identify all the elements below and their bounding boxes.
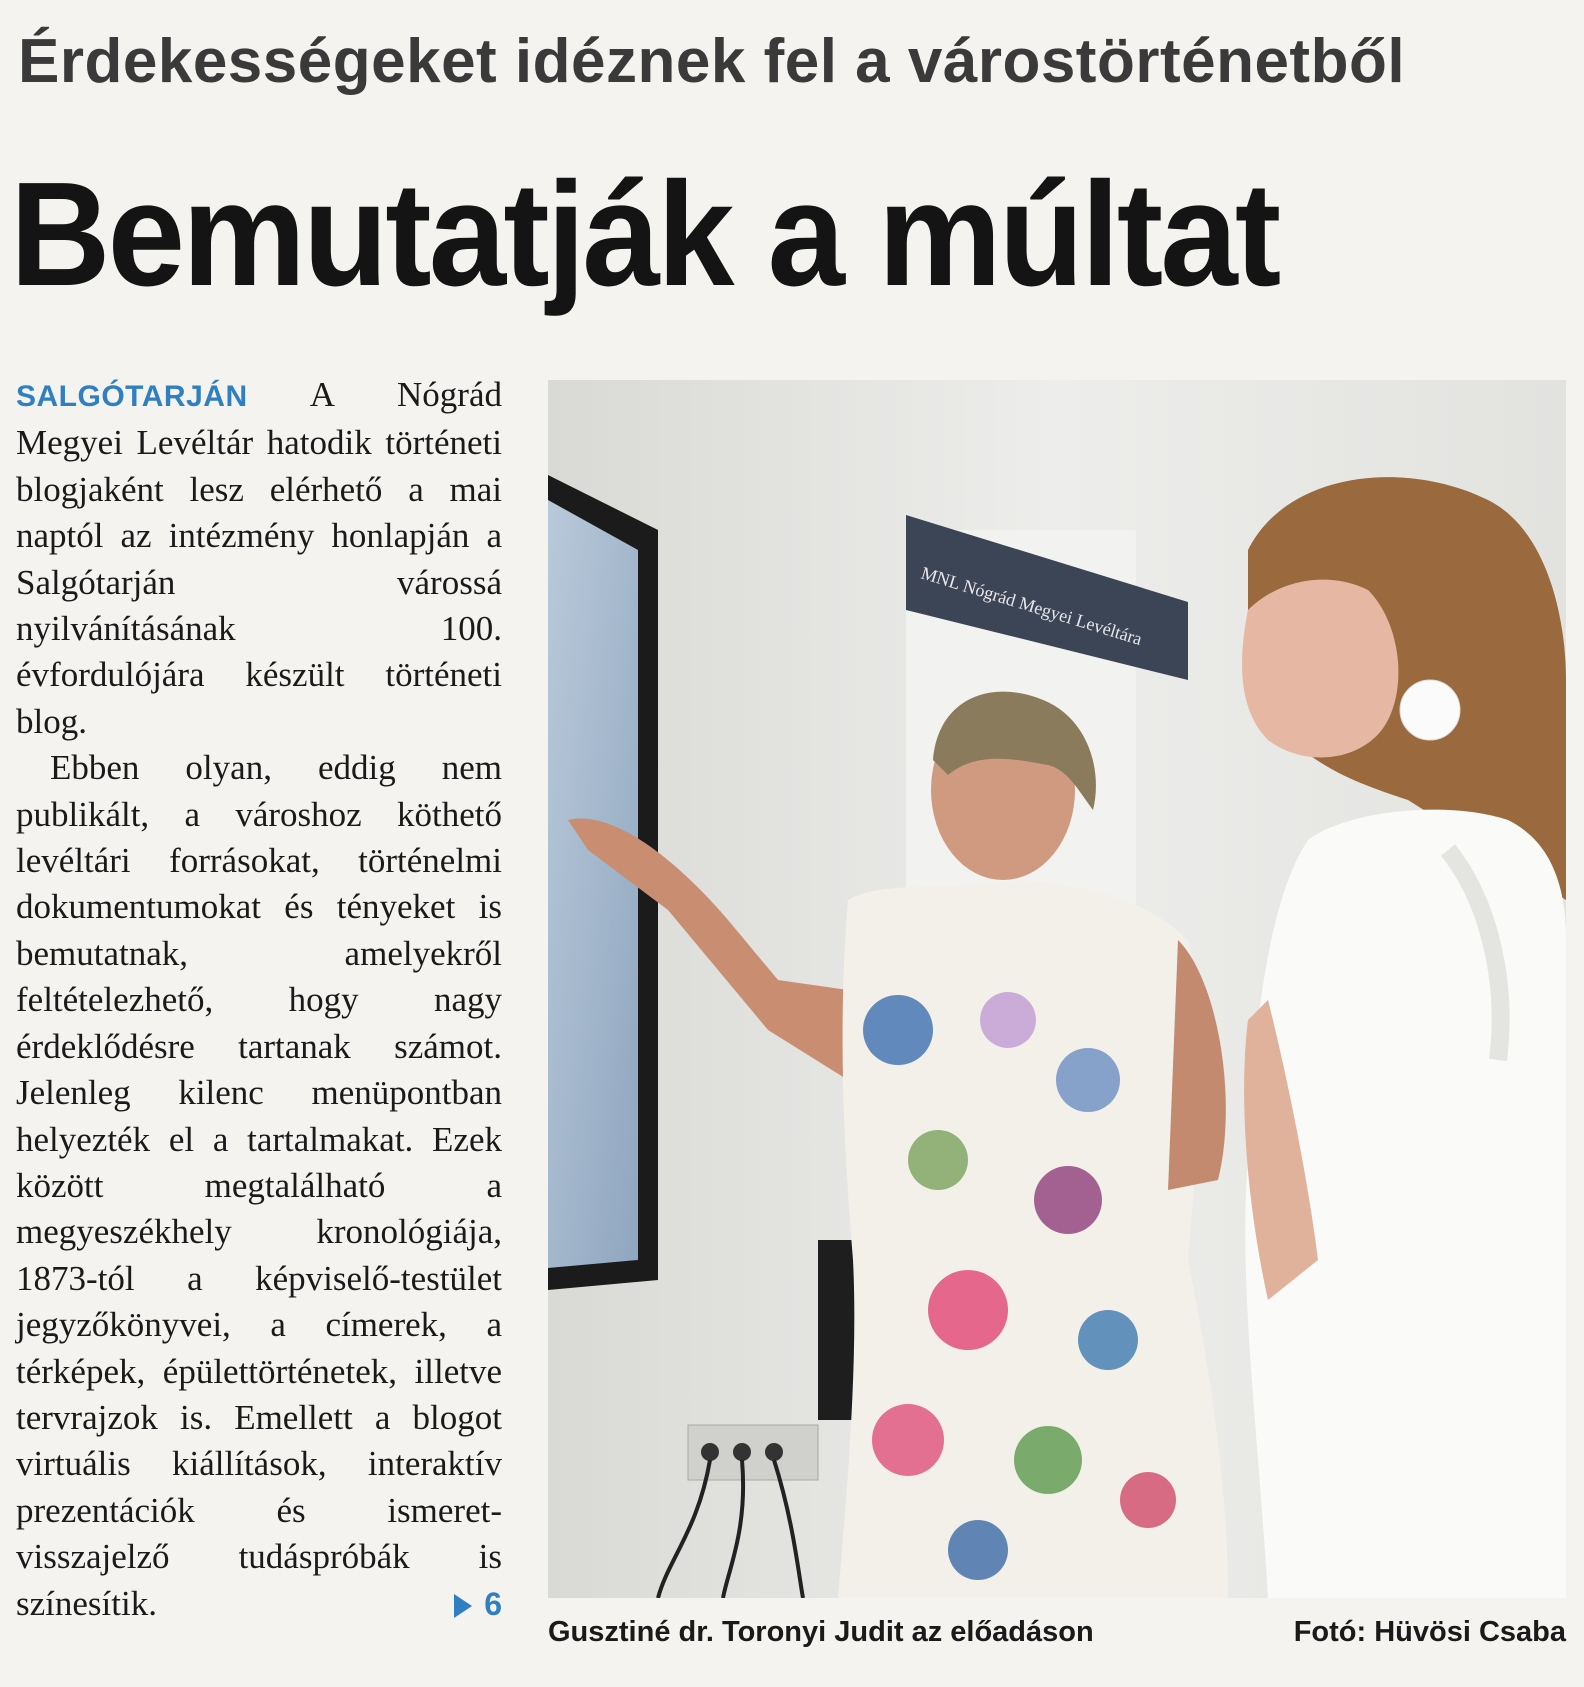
continue-arrow-icon [454,1594,472,1618]
article-paragraph-2 [16,745,502,1627]
photo-credit: Fotó: Hüvösi Csaba [1293,1616,1566,1648]
photo-caption-line [548,1612,1566,1652]
article-paragraph-1 [16,372,502,745]
wall-sign-text: MNL Nógrád Megyei Levéltára [918,562,1145,649]
dateline: SALGÓTARJÁN [16,380,248,413]
photo-caption: Gusztiné dr. Toronyi Judit az előadáson [548,1616,1094,1648]
paragraph-2-text: Ebben olyan, eddig nem publikált, a városhoz köthető levéltári forrásokat, történelmi dokumentumokat és tényeket is bemutatnak, amelyekről feltételezhető, hogy nagy érdeklődésre tartanak számot. Jelenleg kilenc menüpontban helyezték el a tartalmakat. Ezek között megtalálható a megyeszékhely kronológiája, 1873-tól a képviselő-testület jegyzőkönyvei, a címerek, a térképek, épülettörténetek, illetve tervrajzok is. Emellett a blogot virtuális kiállítások, interaktív prezentációk és ismeret-visszajelző tudáspróbák is színesítik. [16,748,502,1623]
continued-page-number: 6 [484,1585,502,1622]
article-photo [548,380,1566,1598]
paragraph-1-text: A Nógrád Megyei Levéltár hatodik történeti blogjaként lesz elérhető a mai naptól az intézmény honlapján a Salgótarján várossá nyilvánításának 100. évfordulójára készült történeti blog. [16,375,502,741]
continued-marker [420,1581,502,1627]
kicker-headline: Érdekességeket idéznek fel a várostörténetből [18,27,1406,96]
woman-in-white-dress [1242,477,1566,1598]
photo-illustration [548,380,1566,1598]
main-headline: Bemutatják a múltat [10,152,1279,317]
article-body [16,372,502,1627]
